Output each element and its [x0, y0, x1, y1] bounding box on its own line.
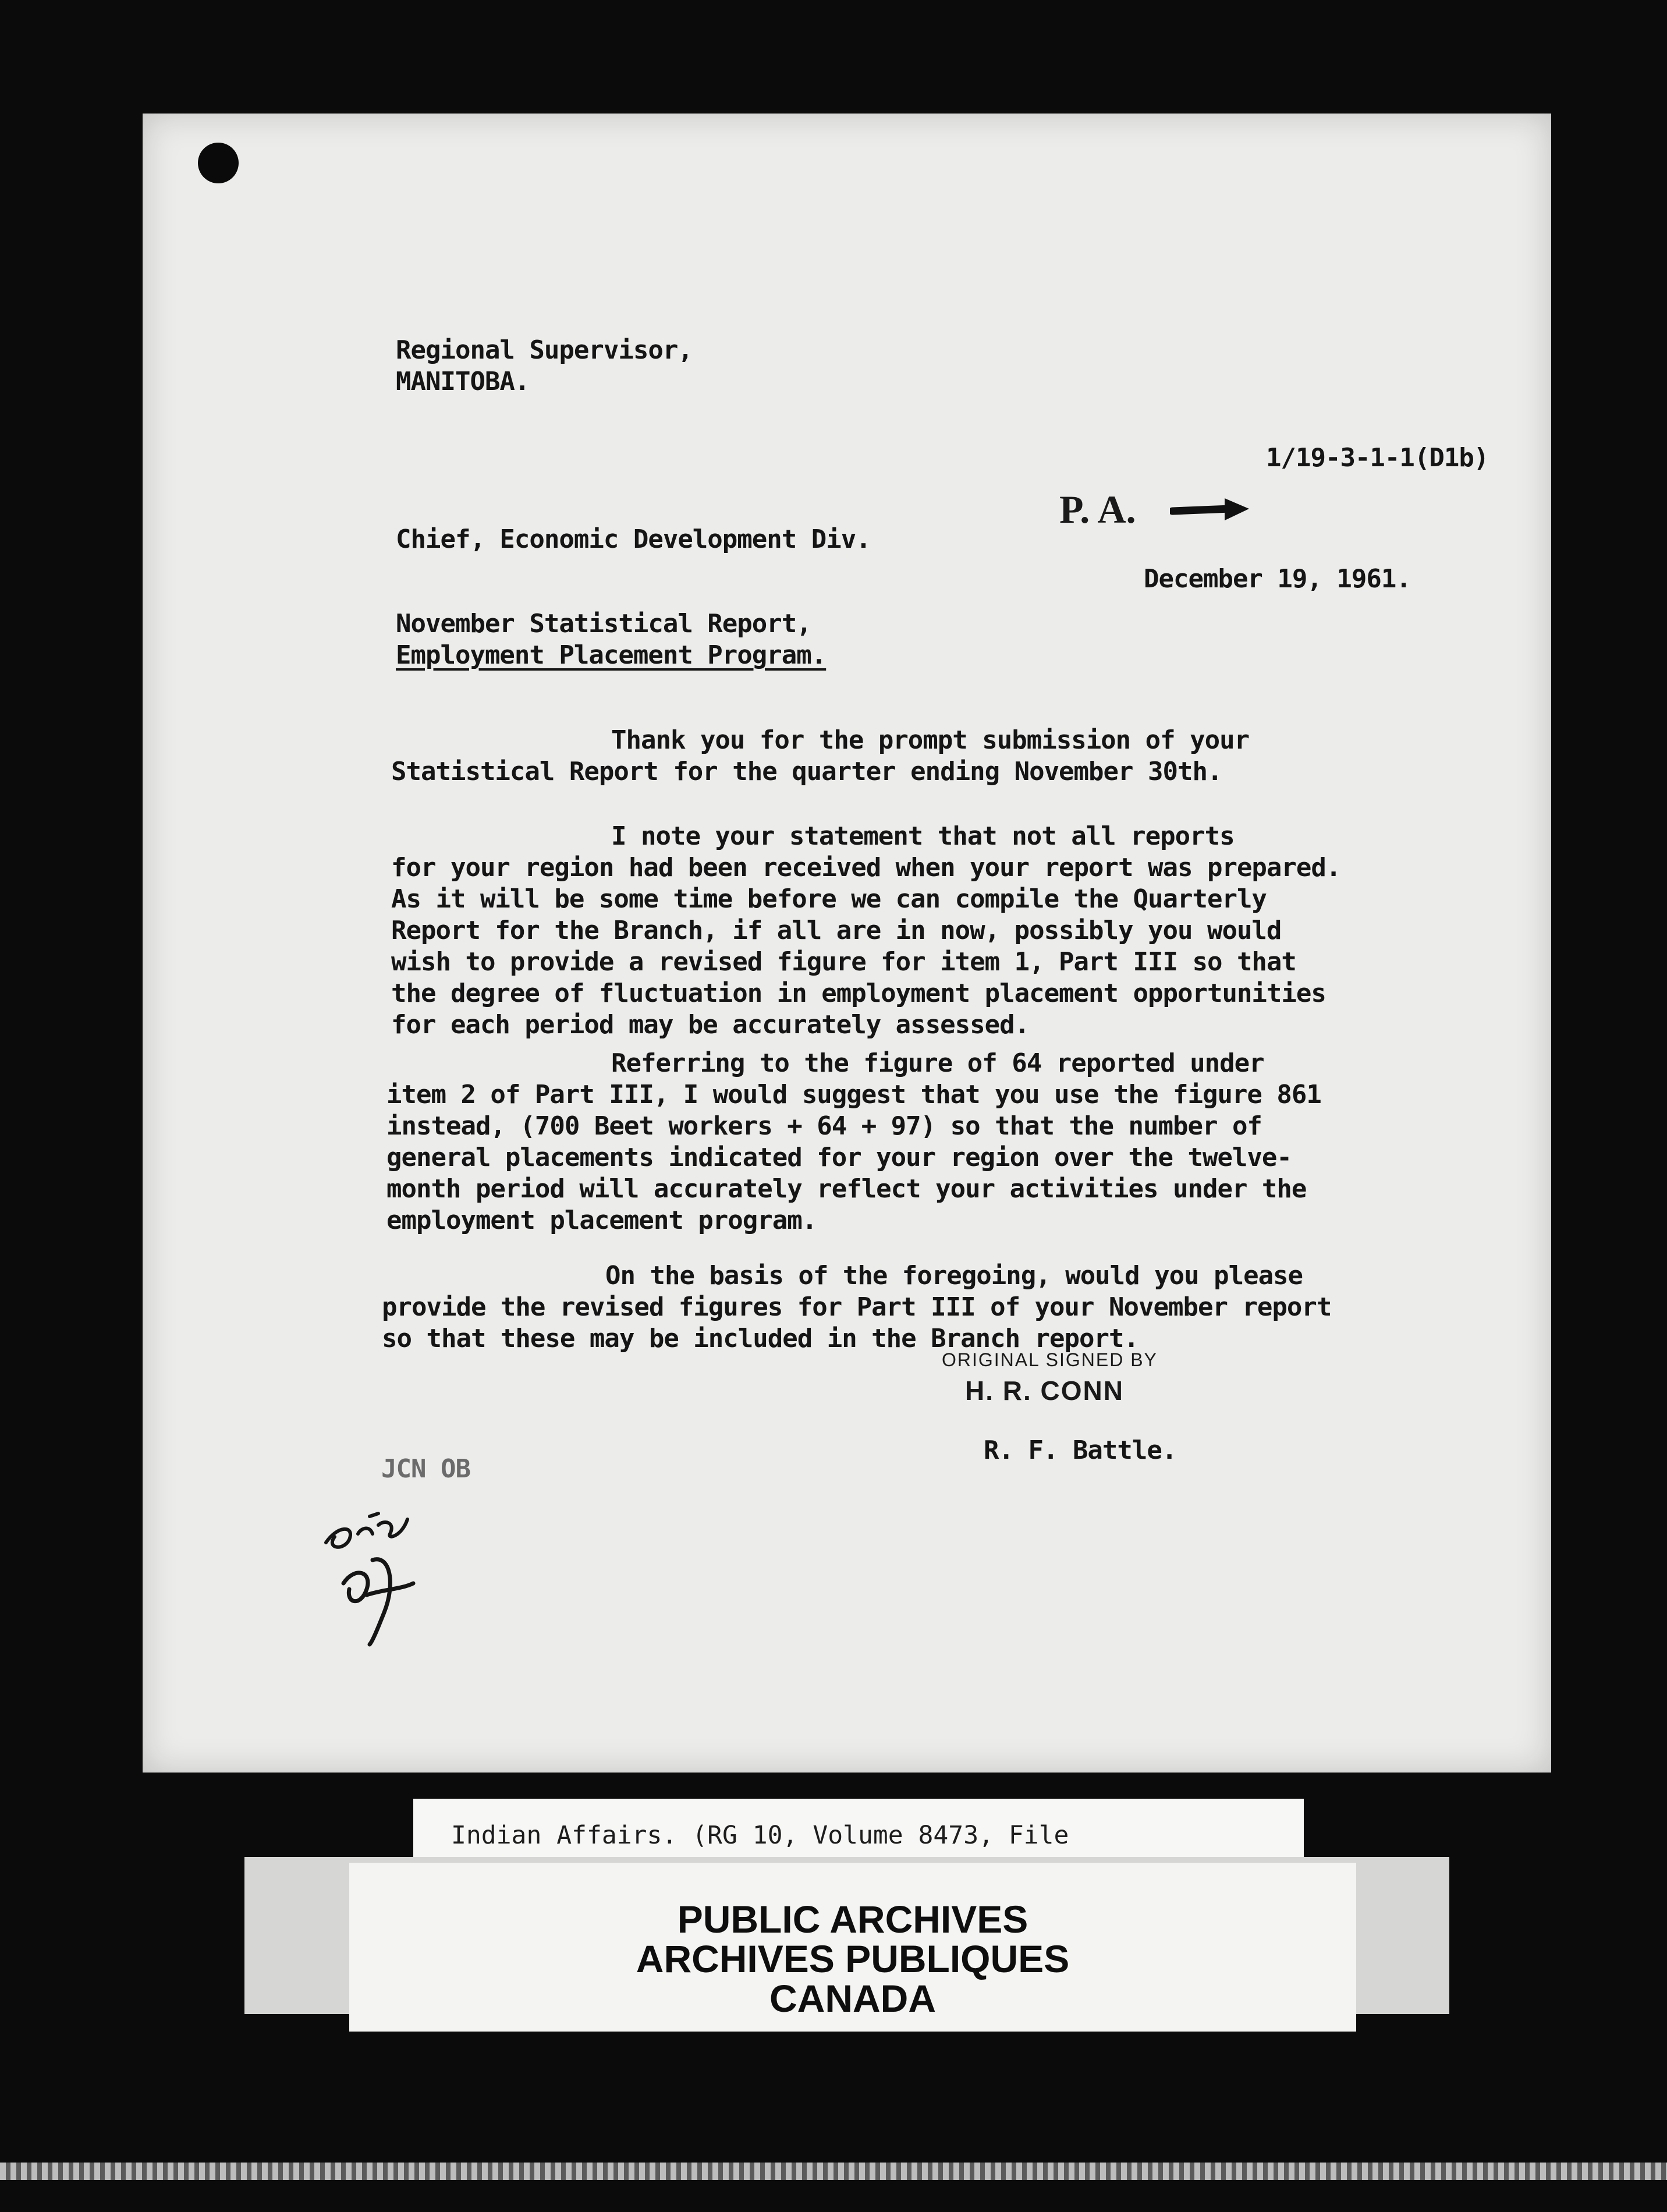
paragraph-line: Referring to the figure of 64 reported under	[611, 1048, 1264, 1078]
sender-line: Chief, Economic Development Div.	[396, 524, 871, 554]
original-signed-by: ORIGINAL SIGNED BY	[942, 1349, 1158, 1370]
paragraph-line: item 2 of Part III, I would suggest that you use the figure 861	[386, 1080, 1321, 1109]
subject-line-2: Employment Placement Program.	[396, 640, 827, 670]
pa-stamp: P. A.	[1059, 487, 1136, 531]
file-number: 1/19-3-1-1(D1b)	[1266, 443, 1489, 473]
paragraph-line: provide the revised figures for Part III of your November report	[382, 1292, 1332, 1322]
typed-signature: R. F. Battle.	[984, 1435, 1177, 1465]
subject-line-1: November Statistical Report,	[396, 609, 811, 639]
initials: JCN OB	[381, 1454, 470, 1484]
paragraph-line: general placements indicated for your region over the twelve-	[386, 1143, 1292, 1172]
punch-hole	[198, 143, 239, 183]
handwritten-initials-icon	[314, 1502, 431, 1653]
paragraph-line: I note your statement that not all reports	[611, 821, 1235, 851]
letter-date: December 19, 1961.	[1144, 564, 1411, 594]
paragraph-line: for your region had been received when your report was prepared.	[391, 853, 1341, 882]
paragraph-line: On the basis of the foregoing, would you please	[605, 1261, 1303, 1291]
caption-line-1: Indian Affairs. (RG 10, Volume 8473, File	[451, 1821, 1069, 1850]
paragraph-line: As it will be some time before we can compile the Quarterly	[391, 884, 1267, 914]
paragraph-line: so that these may be included in the Branch report.	[382, 1324, 1139, 1353]
paragraph-line: instead, (700 Beet workers + 64 + 97) so that the number of	[386, 1111, 1262, 1141]
archives-line-1: PUBLIC ARCHIVES	[677, 1898, 1028, 1941]
archives-line-3: CANADA	[769, 1977, 936, 2020]
paragraph-line: the degree of fluctuation in employment placement opportunities	[391, 979, 1326, 1008]
signed-name: H. R. CONN	[965, 1376, 1124, 1406]
paragraph-line: employment placement program.	[386, 1206, 817, 1235]
addressee-line-1: Regional Supervisor,	[396, 335, 693, 365]
archives-line-2: ARCHIVES PUBLIQUES	[636, 1937, 1070, 1980]
paragraph-line: Thank you for the prompt submission of your	[611, 725, 1250, 755]
paragraph-line: month period will accurately reflect your activities under the	[386, 1174, 1307, 1204]
film-edge	[0, 2163, 1667, 2180]
paragraph-line: Statistical Report for the quarter ending November 30th.	[391, 757, 1222, 786]
arrow-right-icon	[1170, 495, 1251, 524]
paragraph-line: for each period may be accurately assessed.	[391, 1010, 1030, 1040]
addressee-line-2: MANITOBA.	[396, 367, 530, 396]
paragraph-line: wish to provide a revised figure for item 1, Part III so that	[391, 947, 1296, 977]
paragraph-line: Report for the Branch, if all are in now, possibly you would	[391, 916, 1282, 945]
